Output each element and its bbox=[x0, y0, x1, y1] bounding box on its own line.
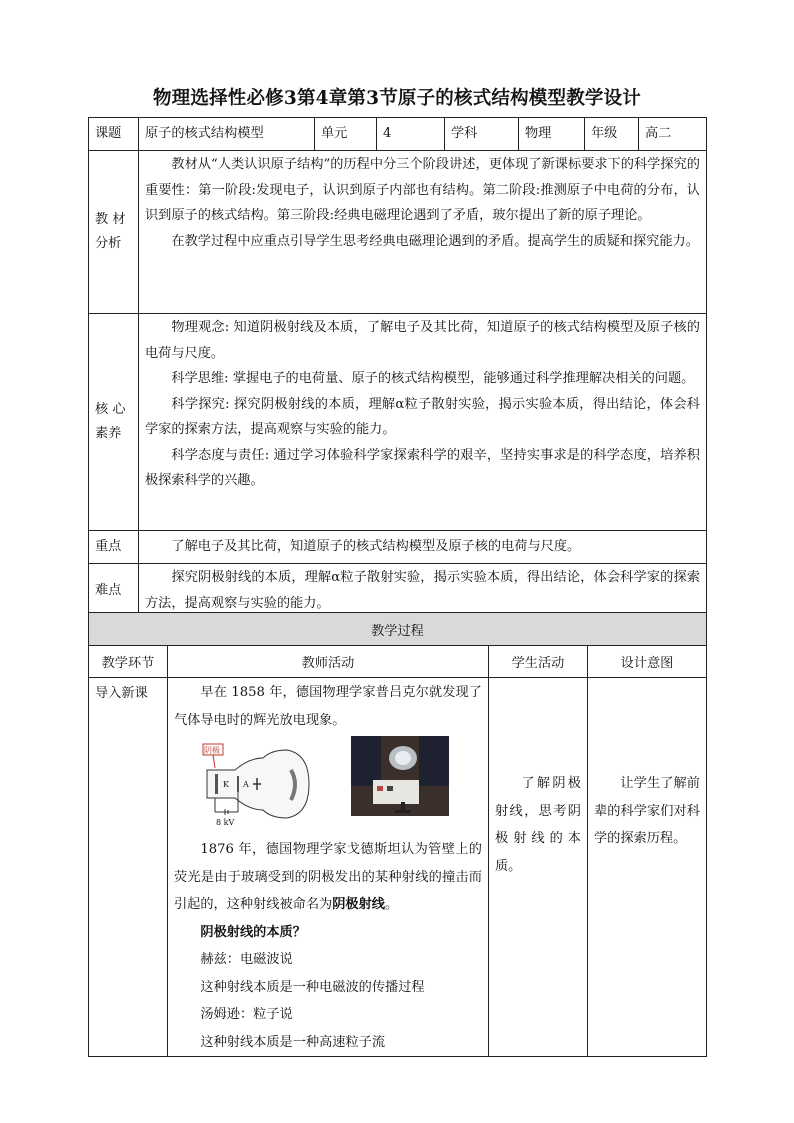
cathode-ray-term: 阴极射线 bbox=[332, 897, 385, 912]
teacher-paragraph-2-end: 。 bbox=[385, 897, 399, 912]
thomson-line: 汤姆逊：粒子说 bbox=[200, 1007, 293, 1022]
jiaocai-content bbox=[139, 151, 707, 314]
design-intent-cell bbox=[588, 678, 707, 1057]
question-heading: 阴极射线的本质？ bbox=[200, 924, 306, 940]
dan-yuan-value: 4 bbox=[377, 118, 445, 151]
xue-ke-label: 学科 bbox=[445, 118, 519, 151]
hexin-label bbox=[89, 314, 139, 531]
ke-ti-value: 原子的核式结构模型 bbox=[139, 118, 315, 151]
figure-label-a: A bbox=[243, 780, 249, 789]
figure-row bbox=[168, 736, 488, 832]
jiaocai-paragraph-2: 在教学过程中应重点引导学生思考经典电磁理论遇到的矛盾。提高学生的质疑和探究能力。 bbox=[171, 233, 699, 249]
hertz-line: 赫兹：电磁波说 bbox=[200, 952, 293, 967]
glow-discharge-photo bbox=[351, 736, 449, 816]
nian-ji-value: 高二 bbox=[639, 118, 707, 151]
jiaocai-label-line1: 教 材 bbox=[95, 212, 126, 227]
hertz-desc: 这种射线本质是一种电磁波的传播过程 bbox=[200, 979, 425, 995]
nian-ji-label: 年级 bbox=[585, 118, 639, 151]
col-header-intent: 设计意图 bbox=[588, 646, 707, 678]
zhongdian-text: 了解电子及其比荷，知道原子的核式结构模型及原子核的电荷与尺度。 bbox=[171, 539, 581, 555]
hexin-paragraph-3: 科学探究: 探究阴极射线的本质，理解α粒子散射实验，揭示实验本质，得出结论，体会科学家的探索方法，提高观察与实验的能力。 bbox=[145, 396, 700, 437]
teacher-paragraph-2-text: 1876 年，德国物理学家戈德斯坦认为管壁上的荧光是由于玻璃受到的阴极发出的某种射线的撞击而引起的，这种射线被命名为 bbox=[174, 842, 482, 912]
student-activity-cell bbox=[489, 678, 588, 1057]
nandian-label: 难点 bbox=[89, 564, 139, 619]
stage-cell: 导入新课 bbox=[89, 678, 168, 1057]
figure-label-voltage: 8 kV bbox=[216, 818, 235, 827]
teaching-process-table bbox=[88, 612, 707, 1057]
xue-ke-value: 物理 bbox=[519, 118, 585, 151]
hexin-paragraph-1: 物理观念: 知道阴极射线及本质，了解电子及其比荷，知道原子的核式结构模型及原子核的电荷与尺度。 bbox=[145, 320, 700, 361]
process-title: 教学过程 bbox=[89, 613, 707, 646]
student-activity-text: 了解阴极射线，思考阴极射线的本质。 bbox=[495, 776, 581, 874]
cathode-ray-tube-diagram bbox=[201, 742, 313, 828]
teacher-activity-cell bbox=[168, 678, 489, 1057]
jiaocai-paragraph-1: 教材从“人类认识原子结构”的历程中分三个阶段讲述，更体现了新课标要求下的科学探究的重要性：第一阶段:发现电子，认识到原子内部也有结构。第二阶段:推测原子中电荷的分布，认识到原子的核式结构。第三阶段:经典电磁理论遇到了矛盾，玻尔提出了新的原子理论。 bbox=[145, 157, 700, 223]
zhongdian-content bbox=[139, 531, 707, 564]
jiaocai-label-line2: 分析 bbox=[95, 236, 122, 251]
dan-yuan-label: 单元 bbox=[315, 118, 377, 151]
hexin-paragraph-2: 科学思维: 掌握电子的电荷量、原子的核式结构模型，能够通过科学推理解决相关的问题。 bbox=[171, 371, 695, 386]
lesson-info-table bbox=[88, 117, 707, 619]
figure-label-k: K bbox=[223, 780, 229, 789]
hexin-label-line1: 核 心 bbox=[95, 402, 126, 417]
page-title: 物理选择性必修3第4章第3节原子的核式结构模型教学设计 bbox=[152, 88, 642, 109]
col-header-stage: 教学环节 bbox=[89, 646, 168, 678]
hexin-label-line2: 素养 bbox=[95, 426, 122, 441]
hexin-paragraph-4: 科学态度与责任: 通过学习体验科学家探索科学的艰辛，坚持实事求是的科学态度，培养积极探索科学的兴趣。 bbox=[145, 447, 700, 488]
nandian-text: 探究阴极射线的本质，理解α粒子散射实验，揭示实验本质，得出结论，体会科学家的探索方法，提高观察与实验的能力。 bbox=[145, 570, 700, 611]
design-intent-text: 让学生了解前辈的科学家们对科学的探索历程。 bbox=[594, 776, 700, 846]
teacher-paragraph-1: 早在 1858 年，德国物理学家普吕克尔就发现了气体导电时的辉光放电现象。 bbox=[174, 685, 482, 728]
hexin-content bbox=[139, 314, 707, 531]
nandian-content bbox=[139, 564, 707, 619]
col-header-teacher: 教师活动 bbox=[168, 646, 489, 678]
jiaocai-label bbox=[89, 151, 139, 314]
zhongdian-label: 重点 bbox=[89, 531, 139, 564]
col-header-student: 学生活动 bbox=[489, 646, 588, 678]
thomson-desc: 这种射线本质是一种高速粒子流 bbox=[200, 1034, 386, 1050]
ke-ti-label: 课题 bbox=[89, 118, 139, 151]
figure-label-cathode: 阴极 bbox=[204, 746, 220, 755]
teacher-paragraph-2 bbox=[168, 836, 488, 919]
